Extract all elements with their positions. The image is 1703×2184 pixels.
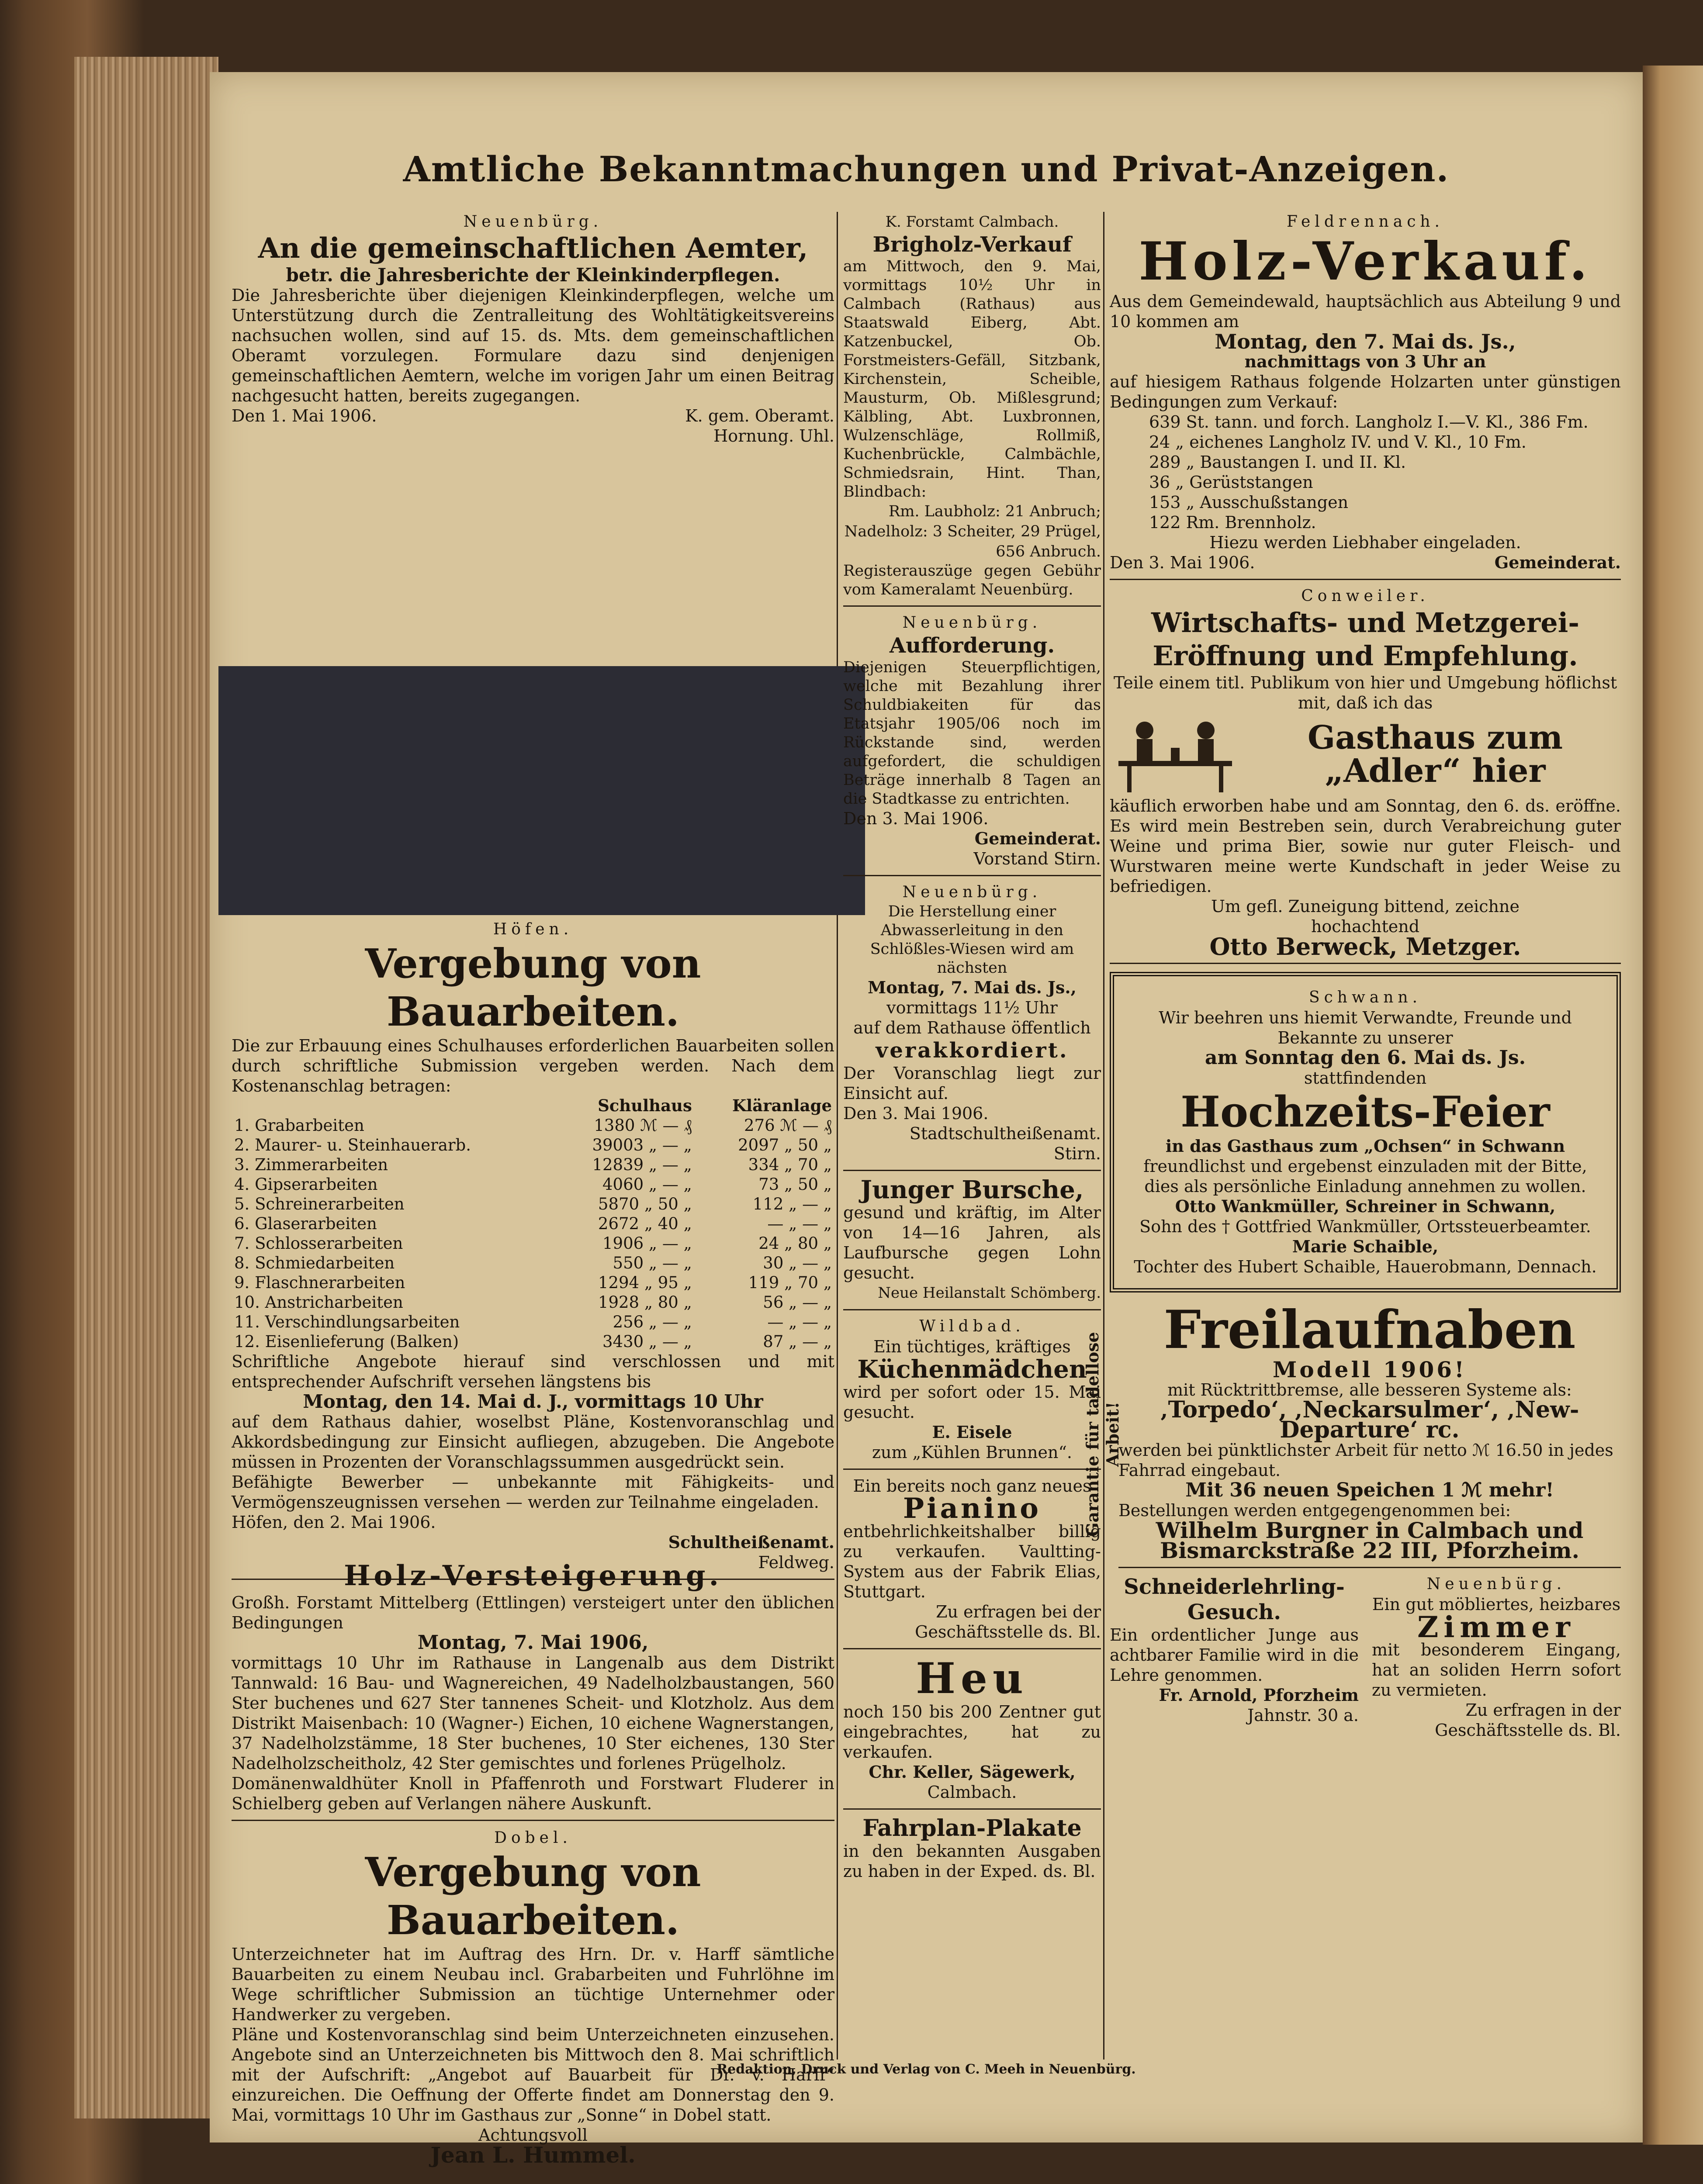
ad-conweiler [1110, 586, 1621, 964]
notice-title: Vergebung von Bauarbeiten. [365, 1849, 701, 1944]
notice-body: auf hiesigem Rathaus folgende Holzarten unter günstigen Bedingungen zum Verkauf: [1110, 372, 1621, 411]
ad-schneiderlehrling [1110, 1574, 1359, 1740]
ad-title: Hochzeits-Feier [1180, 1087, 1550, 1137]
imprint-footer: Redaktion, Druck und Verlag von C. Meeh in Neuenbürg. [717, 2062, 1136, 2077]
table-cell: 3. Zimmerarbeiten [234, 1155, 388, 1174]
notice-signature: K. gem. Oberamt. [685, 406, 834, 425]
notice-intro: Die zur Erbauung eines Schulhauses erforderlichen Bauarbeiten sollen durch schriftliche Submission vergeben werden. Nach dem Kostenanschlag betragen: [232, 1036, 834, 1095]
notice-body: Domänenwaldhüter Knoll in Pfaffenroth und Forstwart Fluderer in Schielberg geben auf Verlangen nähere Auskunft. [232, 1774, 834, 1813]
list-item: 36 „ Gerüststangen [1149, 473, 1313, 492]
ad-signature: Wilhelm Burgner in Calmbach und [1156, 1517, 1584, 1543]
table-cell: 6. Glaserarbeiten [234, 1214, 377, 1233]
table-cell: 4060 „ — „ [602, 1175, 692, 1194]
ad-title: Heu [916, 1654, 1028, 1703]
table-row [232, 1292, 834, 1312]
list-item: 24 „ eichenes Langholz IV. und V. Kl., 10 Fm. [1149, 432, 1526, 452]
notice-deadline: Montag, den 14. Mai d. J., vormittags 10 Uhr [303, 1391, 763, 1412]
table-cell: 334 „ 70 „ [748, 1155, 832, 1174]
table-cell: 112 „ — „ [752, 1195, 832, 1213]
notice-feldrennach [1110, 212, 1621, 580]
ad-subtitle: Ein gut möbliertes, heizbares [1372, 1595, 1621, 1614]
notice-body: Schriftliche Angebote hierauf sind verschlossen und mit entsprechender Aufschrift versehen längstens bis [232, 1352, 834, 1391]
table-cell: 12. Eisenlieferung (Balken) [234, 1332, 459, 1351]
table-cell: 256 „ — „ [613, 1313, 692, 1331]
ad-model: Modell 1906! [1273, 1357, 1467, 1382]
notice-body: auf dem Rathaus dahier, woselbst Pläne, Kostenvoranschlag und Akkordsbedingung zur Einsicht aufliegen, abzugeben. Die Angebote müssen in Prozenten der Voranschlagssummen ausgedrückt sein. [232, 1412, 834, 1472]
ad-signature-detail: Calmbach. [927, 1783, 1017, 1802]
ad-signature: Chr. Keller, Sägewerk, [869, 1762, 1076, 1782]
notice-title: Aufforderung. [889, 633, 1055, 658]
notice-item: Rm. Laubholz: 21 Anbruch; [888, 503, 1101, 520]
notice-signature: Schultheißenamt. [668, 1532, 834, 1552]
ad-bride-detail: Tochter des Hubert Schaible, Hauerobmann, Dennach. [1134, 1257, 1597, 1276]
ad-bride: Marie Schaible, [1292, 1237, 1439, 1256]
column-1 [232, 212, 834, 2168]
table-row [232, 1135, 834, 1155]
ad-title: Pianino [903, 1492, 1041, 1525]
notice-signature: Stadtschultheißenamt. [909, 1124, 1101, 1143]
notice-title: verakkordiert. [876, 1038, 1069, 1063]
notice-body: Befähigte Bewerber — unbekannte mit Fähigkeits- und Vermögenszeugnissen versehen — werden zur Teilnahme eingeladen. [232, 1472, 834, 1512]
notice-body: Hiezu werden Liebhaber eingeladen. [1209, 533, 1521, 552]
ad-body: Teile einem titl. Publikum von hier und Umgebung höflichst mit, daß ich das [1113, 673, 1617, 712]
table-row [232, 1175, 834, 1194]
table-row [232, 1116, 834, 1135]
page-edges [74, 57, 218, 2118]
notice-body: Diejenigen Steuerpflichtigen, welche mit Bezahlung ihrer Schuldbiakeiten für das Etatsjahr 1905/06 noch im Rückstande sind, werden aufgefordert, die schuldigen Beträge innerhalb 8 Tagen an die Stadtkasse zu entrichten. [843, 659, 1101, 808]
table-cell: 7. Schlosserarbeiten [234, 1234, 403, 1253]
notice-brigholz [843, 212, 1101, 607]
ad-body: Um gefl. Zuneigung bittend, zeichne [1211, 897, 1520, 916]
cost-col-header: Kläranlage [732, 1096, 832, 1115]
notice-body: am Mittwoch, den 9. Mai, vormittags 10½ Uhr in Calmbach (Rathaus) aus Staatswald Eiberg, Abt. Katzenbuckel, Ob. Forstmeisters-Gefäll, Sitzbank, Kirchenstein, Scheible, Mausturm, Ob. Mißlesgrund; Kälbling, Abt. Luxbronnen, Wulzenschläge, Rollmiß, Kuchenbrückle, Calmbächle, Schmiedsrain, Hint. Than, Blindbach: [843, 258, 1101, 501]
notice-aufforderung [843, 613, 1101, 876]
ad-signature-address: Bismarckstraße 22 III, Pforzheim. [1160, 1538, 1579, 1563]
table-row [232, 1155, 834, 1175]
notice-title: Holz-Verkauf. [1139, 231, 1592, 292]
table-cell: 30 „ — „ [763, 1254, 832, 1272]
notice-body: Die Jahresberichte über diejenigen Kleinkinderpflegen, welche um Unterstützung durch die Zentralleitung des Wohltätigkeitsvereins nachsuchen wollen, sind auf 15. ds. Mts. dem gemeinschaftlichen Oberamt vorzulegen. Formulare dazu sind denjenigen gemeinschaftlichen Aemtern, welche im vorigen Jahr um einen Beitrag nachgesucht hatten, bereits zugegangen. [232, 286, 834, 405]
table-row [232, 1273, 834, 1292]
notice-title: An die gemeinschaftlichen Aemter, [258, 232, 808, 265]
table-cell: — „ — „ [767, 1313, 832, 1331]
notice-signature-name: Stirn. [1053, 1144, 1101, 1163]
ad-body: Ein ordentlicher Junge aus achtbarer Familie wird in die Lehre genommen. [1110, 1625, 1359, 1685]
ad-place: Neuenbürg. [1426, 1575, 1566, 1593]
ad-title: Fahrplan-Plakate [862, 1815, 1082, 1842]
ad-body: freundlichst und ergebenst einzuladen mit der Bitte, dies als persönliche Einladung annehmen zu wollen. [1143, 1157, 1587, 1196]
ad-title: Schneiderlehrling-Gesuch. [1124, 1575, 1345, 1624]
ad-junger-bursche [843, 1177, 1101, 1310]
ad-body: stattfindenden [1304, 1068, 1427, 1088]
table-cell: 56 „ — „ [763, 1293, 832, 1312]
notice-date: Montag, den 7. Mai ds. Js., [1215, 330, 1516, 353]
ad-pianino [843, 1476, 1101, 1649]
ad-kuechenmaedchen [843, 1317, 1101, 1470]
notice-title: Holz-Versteigerung. [344, 1559, 722, 1592]
column-3 [1083, 212, 1621, 1740]
notice-date: Den 3. Mai 1906. [843, 809, 989, 828]
ad-venue: in das Gasthaus zum „Ochsen“ in Schwann [1165, 1136, 1565, 1156]
ad-body: wird per sofort oder 15. Mai gesucht. [843, 1382, 1101, 1422]
table-cell: 2. Maurer- u. Steinhauerarb. [234, 1136, 471, 1154]
notice-item: Nadelholz: 3 Scheiter, 29 Prügel, 656 Anbruch. [844, 523, 1101, 560]
notice-place: Neuenbürg. [902, 614, 1042, 632]
column-2 [843, 212, 1101, 1881]
ad-title: Junger Bursche, [860, 1175, 1084, 1204]
notice-time: vormittags 11½ Uhr [886, 998, 1058, 1017]
column-rule-1 [837, 212, 838, 2060]
ad-zimmer [1372, 1574, 1621, 1740]
notice-signature-name: Jean L. Hummel. [430, 2142, 636, 2168]
table-cell: 5. Schreinerarbeiten [234, 1195, 405, 1213]
ad-body: mit Rücktrittbremse, alle besseren Systeme als: [1167, 1380, 1572, 1400]
notice-note: Registerauszüge gegen Gebühr vom Kameralamt Neuenbürg. [843, 562, 1101, 598]
notice-signature-names: Hornung. Uhl. [713, 426, 834, 446]
notice-signature: Achtungsvoll [478, 2125, 588, 2145]
notice-body: Großh. Forstamt Mittelberg (Ettlingen) versteigert unter den üblichen Bedingungen [232, 1593, 834, 1632]
ad-body: entbehrlichkeitshalber billig zu verkaufen. Vaultting-System aus der Fabrik Elias, Stuttgart. [843, 1522, 1101, 1601]
masthead: Amtliche Bekanntmachungen und Privat-Anzeigen. [403, 149, 1450, 190]
list-item: 639 St. tann. und forch. Langholz I.—V. Kl., 386 Fm. [1149, 412, 1589, 432]
table-row [232, 1253, 834, 1273]
ad-hochzeit-box [1110, 972, 1621, 1292]
notice-date: Den 3. Mai 1906. [1110, 553, 1255, 572]
ad-heu [843, 1655, 1101, 1810]
ad-inn-name: Gasthaus zum „Adler“ hier [1307, 719, 1563, 790]
notice-holz-versteigerung [232, 1559, 834, 1827]
ad-subtitle: Ein tüchtiges, kräftiges [873, 1337, 1071, 1356]
column-rule-2 [1103, 212, 1104, 2060]
cost-col-header: Schulhaus [598, 1096, 692, 1115]
ad-place: Conweiler. [1301, 587, 1430, 605]
cost-table [232, 1096, 834, 1351]
notice-hoefen [232, 919, 834, 1586]
right-page-edge [1643, 66, 1703, 2145]
ad-body: noch 150 bis 200 Zentner gut eingebrachtes, hat zu verkaufen. [843, 1702, 1101, 1762]
ad-place: Wildbad. [919, 1317, 1025, 1335]
notice-title: Brigholz-Verkauf [872, 232, 1072, 257]
notice-dobel [232, 1828, 834, 2168]
table-row [232, 1234, 834, 1253]
ad-brands: ‚Torpedo‘, ‚Neckarsulmer‘, ‚New-Departure‘ rc. [1160, 1396, 1579, 1443]
table-cell: 2672 „ 40 „ [598, 1214, 692, 1233]
table-cell: 119 „ 70 „ [748, 1273, 832, 1292]
table-row [232, 1312, 834, 1332]
ad-body: Mit 36 neuen Speichen 1 ℳ mehr! [1185, 1479, 1554, 1501]
table-cell: 3430 „ — „ [602, 1332, 692, 1351]
list-item: 122 Rm. Brennholz. [1149, 513, 1316, 532]
ad-body: in den bekannten Ausgaben zu haben in der Exped. ds. Bl. [843, 1842, 1101, 1881]
notice-date: Höfen, den 2. Mai 1906. [232, 1513, 436, 1532]
ad-signature-detail: zum „Kühlen Brunnen“. [872, 1443, 1072, 1462]
list-item: 289 „ Baustangen I. und II. Kl. [1149, 453, 1406, 472]
ad-body: Wir beehren uns hiemit Verwandte, Freunde und Bekannte zu unserer [1159, 1008, 1572, 1047]
notice-abwasserleitung [843, 882, 1101, 1171]
table-cell: 87 „ — „ [763, 1332, 832, 1351]
ad-signature-name: Otto Berweck, Metzger. [1209, 933, 1521, 961]
notice-body: Die Herstellung einer Abwasserleitung in den Schlößles-Wiesen wird am nächsten [870, 903, 1074, 977]
ad-note: Zu erfragen bei der Geschäftsstelle ds. Bl. [915, 1602, 1101, 1641]
table-cell: 9. Flaschnerarbeiten [234, 1273, 405, 1292]
notice-kleinkinderpflegen [232, 212, 834, 446]
table-cell: 4. Gipserarbeiten [234, 1175, 378, 1194]
ad-freilaufnaben [1083, 1299, 1621, 1568]
table-cell: 550 „ — „ [613, 1254, 692, 1272]
ad-place: Schwann. [1308, 988, 1422, 1006]
notice-time: nachmittags von 3 Uhr an [1244, 352, 1486, 371]
ad-body: mit besonderem Eingang, hat an soliden Herrn sofort zu vermieten. [1372, 1640, 1621, 1700]
table-cell: 73 „ 50 „ [758, 1175, 832, 1194]
ad-date: am Sonntag den 6. Mai ds. Js. [1205, 1047, 1526, 1069]
notice-signature: Gemeinderat. [1494, 553, 1621, 572]
list-item: 153 „ Ausschußstangen [1149, 493, 1349, 512]
notice-signature-name: Vorstand Stirn. [973, 849, 1101, 868]
ad-signature: Neue Heilanstalt Schömberg. [878, 1284, 1101, 1302]
ad-vertical-text: Garantie für tadellose Arbeit! [1083, 1332, 1122, 1537]
notice-signature: Gemeinderat. [974, 829, 1101, 848]
notice-subtitle: betr. die Jahresberichte der Kleinkinderpflegen. [286, 264, 780, 286]
notice-place: Dobel. [494, 1829, 572, 1847]
ad-title: Wirtschafts- und Metzgerei-Eröffnung und Empfehlung. [1151, 607, 1580, 672]
table-cell: 1380 ℳ — ₰ [594, 1116, 692, 1135]
ad-fahrplan [843, 1816, 1101, 1881]
table-cell: 12839 „ — „ [592, 1155, 692, 1174]
table-row [232, 1214, 834, 1234]
notice-place: K. Forstamt Calmbach. [885, 213, 1059, 231]
table-row [232, 1332, 834, 1351]
ad-groom-detail: Sohn des † Gottfried Wankmüller, Ortssteuerbeamter. [1139, 1217, 1591, 1236]
notice-date: Den 1. Mai 1906. [232, 406, 377, 425]
ad-body: gesund und kräftig, im Alter von 14—16 Jahren, als Laufbursche gegen Lohn gesucht. [843, 1203, 1101, 1282]
notice-signature-name: Feldweg. [758, 1553, 834, 1572]
notice-date: Montag, 7. Mai ds. Js., [868, 978, 1076, 997]
ad-body: Bestellungen werden entgegengenommen bei: [1118, 1501, 1511, 1520]
notice-place: Höfen. [493, 920, 573, 938]
ad-title: Zimmer [1417, 1610, 1575, 1644]
table-cell: 1906 „ — „ [602, 1234, 692, 1253]
notice-body: Pläne und Kostenvoranschlag sind beim Unterzeichneten einzusehen. Angebote sind an Unterzeichneten bis Mittwoch den 8. Mai schriftlich mit der Aufschrift: „Angebot auf Bauarbeit für Dr. v. Harff“ einzureichen. Die Oeffnung der Offerte findet am Donnerstag den 9. Mai, vormittags 10 Uhr im Gasthaus zur „Sonne“ in Dobel statt. [232, 2025, 834, 2125]
ad-body: werden bei pünktlichster Arbeit für netto ℳ 16.50 in jedes Fahrrad eingebaut. [1118, 1441, 1613, 1480]
table-cell: 11. Verschindlungsarbeiten [234, 1313, 460, 1331]
table-cell: 2097 „ 50 „ [738, 1136, 832, 1154]
ad-subtitle: Ein bereits noch ganz neues [853, 1476, 1091, 1496]
table-cell: 39003 „ — „ [592, 1136, 692, 1154]
table-cell: 1294 „ 95 „ [598, 1273, 692, 1292]
notice-body: Unterzeichneter hat im Auftrag des Hrn. Dr. v. Harff sämtliche Bauarbeiten zu einem Neubau incl. Grabarbeiten und Fuhrlöhne im Wege schriftlicher Submission an tüchtige Unternehmer oder Handwerker zu vergeben. [232, 1945, 834, 2024]
ad-groom: Otto Wankmüller, Schreiner in Schwann, [1175, 1196, 1556, 1216]
newspaper-page [210, 72, 1643, 2168]
notice-place: Neuenbürg. [902, 883, 1042, 901]
table-cell: 276 ℳ — ₰ [744, 1116, 832, 1135]
table-cell: 24 „ 80 „ [758, 1234, 832, 1253]
notice-date: Den 3. Mai 1906. [843, 1104, 989, 1123]
tavern-illustration [1110, 713, 1241, 796]
redaction-bar [218, 666, 865, 915]
notice-body: Aus dem Gemeindewald, hauptsächlich aus Abteilung 9 und 10 kommen am [1110, 292, 1621, 331]
notice-place: Neuenbürg. [463, 213, 603, 231]
ad-note: Zu erfragen in der Geschäftsstelle ds. Bl. [1435, 1700, 1621, 1740]
table-cell: 1928 „ 80 „ [598, 1293, 692, 1312]
ad-signature: hochachtend [1311, 917, 1420, 936]
table-row [232, 1194, 834, 1214]
table-cell: 5870 „ 50 „ [598, 1195, 692, 1213]
table-cell: 10. Anstricharbeiten [234, 1293, 403, 1312]
ad-signature-address: Jahnstr. 30 a. [1247, 1706, 1359, 1725]
table-cell: 1. Grabarbeiten [234, 1116, 364, 1135]
notice-body: vormittags 10 Uhr im Rathause in Langenalb aus dem Distrikt Tannwald: 16 Bau- und Wagnereichen, 49 Nadelholzbaustangen, 560 Ster buchenes und 627 Ster tannenes Scheit- und Klotzholz. Aus dem Distrikt Maisenbach: 10 (Wagner-) Eichen, 10 eichene Wagnerstangen, 37 Nadelholzstämme, 18 Ster buchenes, 10 Ster eichenes, 130 Ster Nadelholzscheitholz, 42 Ster gemischtes und forlenes Prügelholz. [232, 1653, 834, 1773]
notice-date: Montag, 7. Mai 1906, [417, 1631, 649, 1654]
notice-title: Vergebung von Bauarbeiten. [365, 940, 701, 1035]
ad-title: Freilaufnaben [1163, 1299, 1576, 1361]
table-cell: 8. Schmiedarbeiten [234, 1254, 395, 1272]
table-cell: — „ — „ [767, 1214, 832, 1233]
ad-title: Küchenmädchen [857, 1355, 1087, 1384]
ad-body: käuflich erworben habe und am Sonntag, den 6. ds. eröffne. Es wird mein Bestreben sein, durch Verabreichung guter Weine und prima Bier, sowie nur guter Fleisch- und Wurstwaren meine werte Kundschaft in jeder Weise zu befriedigen. [1110, 796, 1621, 896]
ad-signature: E. Eisele [932, 1422, 1012, 1442]
notice-body: auf dem Rathause öffentlich [853, 1018, 1091, 1037]
notice-body: Der Voranschlag liegt zur Einsicht auf. [843, 1064, 1101, 1103]
notice-place: Feldrennach. [1286, 213, 1444, 231]
ad-signature: Fr. Arnold, Pforzheim [1159, 1685, 1359, 1705]
